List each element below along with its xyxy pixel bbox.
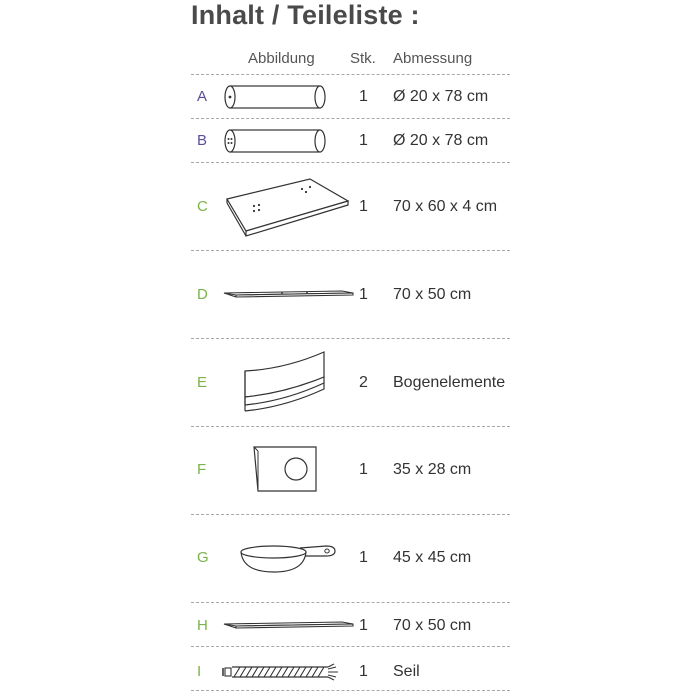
part-letter: B (197, 132, 208, 149)
part-dimension: 70 x 60 x 4 cm (393, 198, 498, 215)
part-dimension: Bogenelemente (393, 374, 506, 391)
part-letter: G (197, 549, 209, 566)
part-dimension: 35 x 28 cm (393, 461, 472, 478)
row-divider (191, 338, 510, 339)
part-quantity: 2 (359, 374, 368, 391)
page-title: Inhalt / Teileliste : (191, 0, 420, 30)
part-letter: I (197, 663, 202, 680)
column-header-stk: Stk. (350, 50, 376, 67)
tube-icon (220, 127, 332, 155)
flat-plate-icon (222, 620, 356, 632)
row-divider (191, 646, 510, 647)
board-icon (224, 175, 354, 241)
column-header-abbildung: Abbildung (248, 50, 315, 67)
part-dimension: Seil (393, 663, 420, 680)
row-divider (191, 602, 510, 603)
part-dimension: Ø 20 x 78 cm (393, 88, 489, 105)
part-letter: E (197, 374, 208, 391)
part-quantity: 1 (359, 617, 368, 634)
row-divider (191, 426, 510, 427)
part-quantity: 1 (359, 198, 368, 215)
flat-plate-icon (222, 289, 356, 301)
part-letter: F (197, 461, 207, 478)
panel-with-hole-icon (250, 445, 320, 495)
arc-element-icon (240, 349, 330, 415)
part-quantity: 1 (359, 132, 368, 149)
column-header-abmessung: Abmessung (393, 50, 473, 67)
row-divider (191, 690, 510, 691)
row-divider (191, 250, 510, 251)
part-letter: C (197, 198, 208, 215)
bowl-icon (238, 542, 338, 576)
part-quantity: 1 (359, 663, 368, 680)
part-dimension: Ø 20 x 78 cm (393, 132, 489, 149)
part-quantity: 1 (359, 549, 368, 566)
part-dimension: 70 x 50 cm (393, 617, 472, 634)
part-quantity: 1 (359, 88, 368, 105)
row-divider (191, 162, 510, 163)
part-dimension: 45 x 45 cm (393, 549, 472, 566)
row-divider (191, 514, 510, 515)
part-quantity: 1 (359, 286, 368, 303)
rope-icon (222, 662, 350, 682)
tube-icon (220, 83, 332, 111)
row-divider (191, 118, 510, 119)
part-letter: D (197, 286, 208, 303)
row-divider (191, 74, 510, 75)
part-quantity: 1 (359, 461, 368, 478)
part-letter: H (197, 617, 208, 634)
part-dimension: 70 x 50 cm (393, 286, 472, 303)
part-letter: A (197, 88, 208, 105)
